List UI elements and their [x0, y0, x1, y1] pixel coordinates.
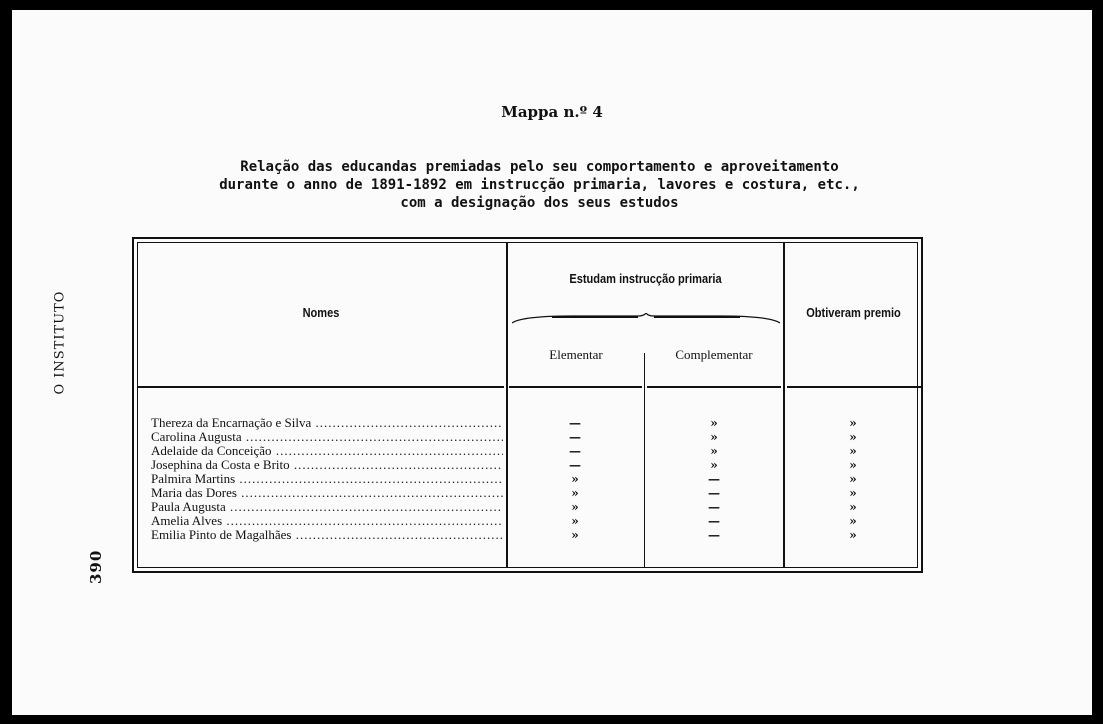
subtitle [12, 158, 1067, 212]
header-brace [512, 313, 780, 327]
header-rule [138, 386, 504, 388]
running-header: O INSTITUTO [52, 290, 68, 395]
elementary-mark: — [569, 458, 581, 472]
elementary-mark: — [569, 416, 581, 430]
header-rule [647, 386, 781, 388]
elementary-mark: — [569, 430, 581, 444]
header-rule [787, 386, 922, 388]
student-name: Carolina Augusta ..... [151, 430, 503, 444]
elementary-mark: » [571, 486, 579, 500]
subtitle-line: Relação das educandas premiadas pelo seu comportamento e aproveitamento [240, 159, 839, 175]
complementary-mark: — [708, 514, 720, 528]
complementary-mark: — [708, 528, 720, 542]
student-name: Josephina da Costa e Brito ..... [151, 458, 503, 472]
header-complementary: Complementar [675, 347, 753, 362]
page-title: Mappa n.º 4 [501, 103, 603, 121]
award-mark: » [849, 514, 857, 528]
award-mark: » [849, 500, 857, 514]
student-name: Amelia Alves ..... [151, 514, 503, 528]
column-rule [506, 243, 508, 567]
complementary-mark: » [710, 444, 718, 458]
header-names: Nomes [302, 305, 340, 320]
student-name: Maria das Dores ..... [151, 486, 503, 500]
elementary-mark: » [571, 514, 579, 528]
complementary-mark: » [710, 416, 718, 430]
awards-table [132, 237, 923, 573]
table-inner-frame [137, 242, 918, 568]
complementary-mark: — [708, 472, 720, 486]
document-page [12, 10, 1092, 715]
award-mark: » [849, 486, 857, 500]
header-elementary: Elementar [549, 347, 603, 362]
elementary-mark: » [571, 500, 579, 514]
student-name: Emilia Pinto de Magalhães ..... [151, 528, 503, 542]
student-name: Adelaide da Conceição ..... [151, 444, 503, 458]
award-mark: » [849, 444, 857, 458]
page-number: 390 [87, 549, 105, 584]
subtitle-line: durante o anno de 1891-1892 em instrucção primaria, lavores e costura, etc., [219, 177, 860, 193]
award-mark: » [849, 430, 857, 444]
award-mark: » [849, 528, 857, 542]
complementary-mark: — [708, 486, 720, 500]
elementary-mark: — [569, 444, 581, 458]
header-instruction-group: Estudam instrucção primaria [569, 271, 722, 286]
header-rule [509, 386, 642, 388]
award-mark: » [849, 472, 857, 486]
elementary-mark: » [571, 528, 579, 542]
subtitle-line: com a designação dos seus estudos [400, 195, 679, 211]
award-mark: » [849, 458, 857, 472]
award-mark: » [849, 416, 857, 430]
student-name: Paula Augusta ..... [151, 500, 503, 514]
header-awarded: Obtiveram premio [806, 305, 901, 320]
elementary-mark: » [571, 472, 579, 486]
column-rule [783, 243, 785, 567]
complementary-mark: » [710, 430, 718, 444]
student-name: Thereza da Encarnação e Silva ..... [151, 416, 503, 430]
complementary-mark: — [708, 500, 720, 514]
complementary-mark: » [710, 458, 718, 472]
student-name: Palmira Martins ..... [151, 472, 503, 486]
column-rule [644, 353, 645, 567]
